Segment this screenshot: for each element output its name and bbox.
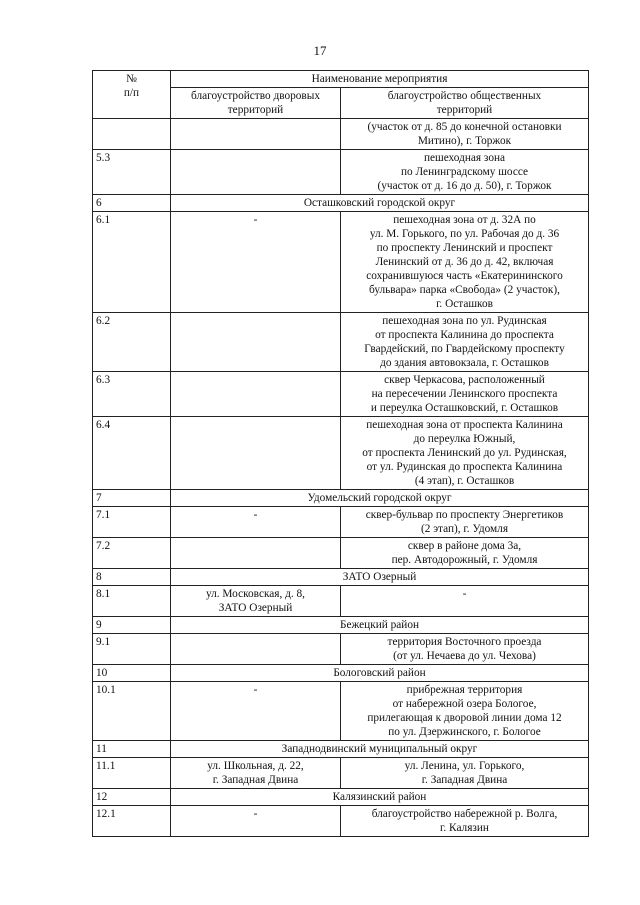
row-number: 6.3 [93,372,171,417]
row-number: 6 [93,195,171,212]
yard-cell: - [171,507,341,538]
header-title: Наименование мероприятия [171,71,589,88]
page-number: 17 [313,43,327,58]
row-number: 10.1 [93,682,171,741]
measures-table [92,70,589,837]
row-number: 12.1 [93,806,171,837]
section-row [93,741,589,758]
row-number: 6.4 [93,417,171,490]
yard-cell: - [171,212,341,313]
yard-cell [171,313,341,372]
row-number: 5.3 [93,150,171,195]
table-row [93,758,589,789]
public-cell: пешеходная зона по Ленинградскому шоссе (участок от д. 16 до д. 50), г. Торжок [341,150,589,195]
table-row [93,119,589,150]
public-cell: сквер Черкасова, расположенный на пересечении Ленинского проспекта и переулка Осташковский, г. Осташков [341,372,589,417]
table-row [93,212,589,313]
yard-cell [171,417,341,490]
section-row [93,195,589,212]
section-row [93,617,589,634]
yard-cell: - [171,806,341,837]
public-cell: пешеходная зона от проспекта Калинина до переулка Южный, от проспекта Ленинский до ул. Рудинская, от ул. Рудинская до проспекта Калинина (4 этап), г. Осташков [341,417,589,490]
section-title: Бологовский район [171,665,589,682]
table-row [93,634,589,665]
header-public: благоустройство общественных территорий [341,88,589,119]
yard-cell [171,119,341,150]
section-title: Калязинский район [171,789,589,806]
section-row [93,569,589,586]
yard-cell [171,372,341,417]
section-title: Западнодвинский муниципальный округ [171,741,589,758]
public-cell: пешеходная зона от д. 32А по ул. М. Горького, по ул. Рабочая до д. 36 по проспекту Ленинский и проспект Ленинский от д. 36 до д. 42, включая сохранившуюся часть «Екатерининского бульвара» парка «Свобода» (2 участок), г. Осташков [341,212,589,313]
yard-cell: ул. Школьная, д. 22, г. Западная Двина [171,758,341,789]
public-cell: прибрежная территория от набережной озера Бологое, прилегающая к дворовой линии дома 12 по ул. Дзержинского, г. Бологое [341,682,589,741]
row-number: 8.1 [93,586,171,617]
public-cell: ул. Ленина, ул. Горького, г. Западная Двина [341,758,589,789]
row-number: 9.1 [93,634,171,665]
public-cell: - [341,586,589,617]
table-row [93,150,589,195]
yard-cell [171,538,341,569]
header-num-text: № п/п [123,73,140,99]
section-row [93,789,589,806]
section-title: Удомельский городской округ [171,490,589,507]
table-row [93,372,589,417]
row-number: 8 [93,569,171,586]
table-row [93,806,589,837]
yard-cell [171,634,341,665]
section-title: Бежецкий район [171,617,589,634]
public-cell: (участок от д. 85 до конечной остановки Митино), г. Торжок [341,119,589,150]
row-number [93,119,171,150]
header-yards: благоустройство дворовых территорий [171,88,341,119]
public-cell: пешеходная зона по ул. Рудинская от проспекта Калинина до проспекта Гвардейский, по Гвардейскому проспекту до здания автовокзала, г. Осташков [341,313,589,372]
section-title: Осташковский городской округ [171,195,589,212]
public-cell: территория Восточного проезда (от ул. Нечаева до ул. Чехова) [341,634,589,665]
yard-cell: - [171,682,341,741]
yard-cell: ул. Московская, д. 8, ЗАТО Озерный [171,586,341,617]
table-row [93,538,589,569]
table-row [93,313,589,372]
row-number: 11 [93,741,171,758]
section-row [93,490,589,507]
row-number: 6.2 [93,313,171,372]
row-number: 7.2 [93,538,171,569]
yard-cell [171,150,341,195]
row-number: 7.1 [93,507,171,538]
section-row [93,665,589,682]
header-num [93,71,171,119]
table-row [93,586,589,617]
row-number: 7 [93,490,171,507]
table-row [93,682,589,741]
row-number: 12 [93,789,171,806]
section-title: ЗАТО Озерный [171,569,589,586]
header-row [93,71,589,88]
public-cell: сквер в районе дома 3а, пер. Автодорожный, г. Удомля [341,538,589,569]
row-number: 9 [93,617,171,634]
table-row [93,507,589,538]
table-row [93,417,589,490]
row-number: 6.1 [93,212,171,313]
row-number: 11.1 [93,758,171,789]
public-cell: сквер-бульвар по проспекту Энергетиков (2 этап), г. Удомля [341,507,589,538]
row-number: 10 [93,665,171,682]
public-cell: благоустройство набережной р. Волга, г. Калязин [341,806,589,837]
